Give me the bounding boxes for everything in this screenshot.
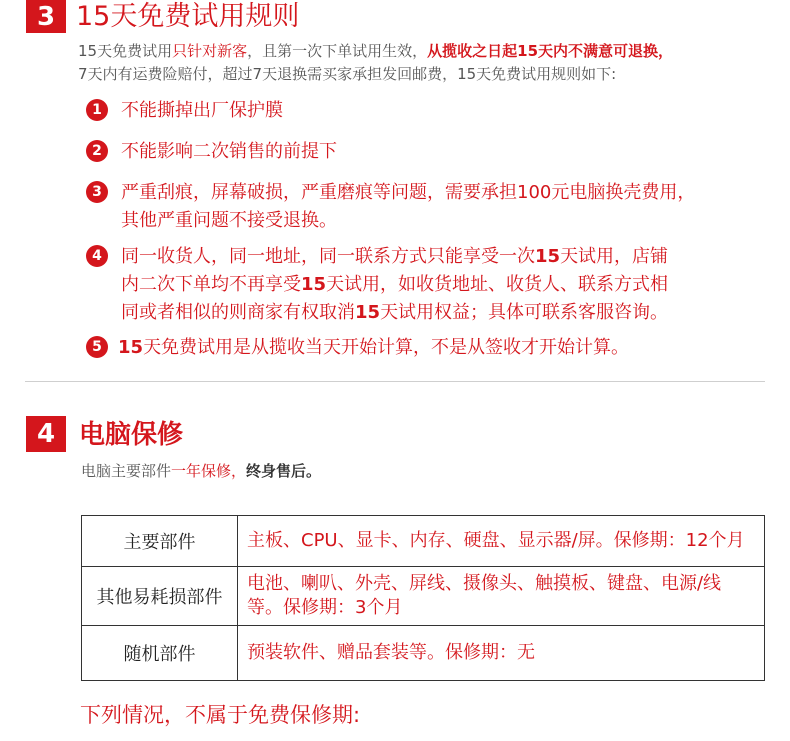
- table-row: [82, 516, 765, 567]
- rule-item: [86, 243, 668, 327]
- rule-text: 不能影响二次销售的前提下: [121, 141, 337, 162]
- rule-text: [118, 334, 629, 362]
- rule-number-badge: 5: [86, 336, 108, 358]
- table-value-cell: [238, 567, 765, 626]
- intro-emphasis: 终身售后。: [246, 462, 322, 480]
- table-key-cell: 主要部件: [82, 516, 238, 567]
- rule-number-badge: 3: [86, 181, 108, 203]
- rule-item: [86, 334, 629, 362]
- rule-text-part: 天免费试用是从揽收当天开始计算，不是从签收才开始计算。: [143, 337, 630, 358]
- rule-text-line: 严重刮痕，屏幕破损，严重磨痕等问题，需要承担100元电脑换壳费用，: [121, 182, 696, 203]
- rule-text-days: 15: [118, 337, 144, 358]
- warranty-intro: [81, 460, 321, 482]
- table-row: [82, 567, 765, 626]
- rule-text: [121, 179, 695, 235]
- section-title: 电脑保修: [79, 420, 184, 450]
- rule-number-badge: 1: [86, 99, 108, 121]
- section-divider: [25, 381, 765, 382]
- table-key-cell: 随机部件: [82, 626, 238, 681]
- table-value-line: 电池、喇叭、外壳、屏线、摄像头、触摸板、键盘、电源/线: [247, 573, 722, 594]
- rule-item: [86, 179, 695, 235]
- rule-number-badge: 2: [86, 140, 108, 162]
- warranty-table: [81, 515, 765, 681]
- section-number-badge: 4: [26, 416, 66, 452]
- intro-text: 电脑主要部件: [81, 462, 172, 480]
- rule-text-days: 15: [301, 274, 327, 295]
- intro-highlight: 只针对新客: [172, 42, 248, 60]
- rule-text-days: 15: [355, 302, 381, 323]
- table-row: [82, 626, 765, 681]
- table-value-cell: 预装软件、赠品套装等。保修期：无: [238, 626, 765, 681]
- rule-item: [86, 138, 337, 166]
- rule-text-part: 同或者相似的则商家有权取消: [121, 302, 355, 323]
- intro-highlight-bold: 从揽收之日起15天内不满意可退换，: [427, 42, 674, 60]
- table-value-line: 等。保修期：3个月: [247, 597, 403, 618]
- rule-text: [121, 243, 668, 327]
- rule-text-part: 同一收货人，同一地址，同一联系方式只能享受一次: [121, 246, 535, 267]
- rule-text-part: 天试用，如收货地址、收货人、联系方式相: [326, 274, 669, 295]
- rule-text-line: 其他严重问题不接受退换。: [121, 210, 337, 231]
- table-key-cell: 其他易耗损部件: [82, 567, 238, 626]
- rule-text-part: 天试用权益；具体可联系客服咨询。: [380, 302, 669, 323]
- exclusions-title: 下列情况，不属于免费保修期:: [80, 703, 361, 727]
- rule-number-badge: 4: [86, 245, 108, 267]
- rule-item: [86, 97, 283, 125]
- intro-text: ，且第一次下单试用生效，: [247, 42, 428, 60]
- rule-text: 不能撕掉出厂保护膜: [121, 100, 283, 121]
- intro-highlight: 一年保修，: [171, 462, 247, 480]
- rule-text-part: 内二次下单均不再享受: [121, 274, 301, 295]
- section-title: 15天免费试用规则: [76, 1, 300, 32]
- rule-text-days: 15: [535, 246, 561, 267]
- rule-text-part: 天试用，店铺: [560, 246, 669, 267]
- table-value-cell: 主板、CPU、显卡、内存、硬盘、显示器/屏。保修期：12个月: [238, 516, 765, 567]
- intro-text: 15天免费试用: [78, 42, 173, 60]
- section-number-badge: 3: [26, 0, 66, 33]
- intro-text: 7天内有运费险赔付，超过7天退换需买家承担发回邮费，15天免费试用规则如下:: [78, 65, 617, 83]
- trial-intro: [78, 40, 778, 86]
